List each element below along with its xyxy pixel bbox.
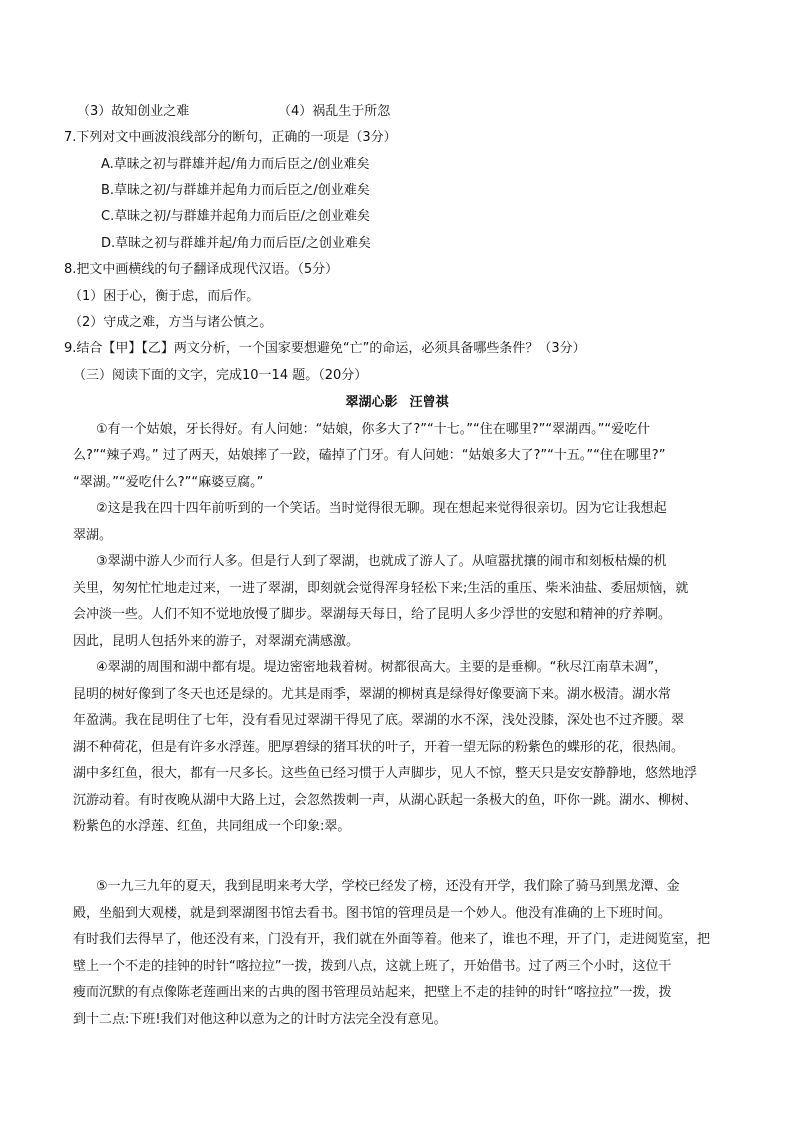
q8-item-1: （1）困于心，衡于虑，而后作。	[69, 289, 260, 304]
article-line: ⑤一九三九年的夏天，我到昆明来考大学，学校已经发了榜，还没有开学，我们除了骑马到黑龙潭、金	[96, 879, 680, 894]
article-line: 翠湖。	[73, 528, 113, 543]
q7-stem: 7.下列对文中画波浪线部分的断句，正确的一项是（3分）	[64, 130, 397, 145]
q8-stem: 8.把文中画横线的句子翻译成现代汉语。（5分）	[64, 262, 339, 277]
article-line: 殿，坐船到大观楼，就是到翠湖图书馆去看书。图书馆的管理员是一个妙人。他没有准确的上下班时间。	[73, 906, 672, 921]
article-line: 瘦而沉默的有点像陈老莲画出来的古典的图书管理员站起来，把壁上不走的挂钟的时针“喀拉拉”一拨，拨	[73, 985, 672, 1000]
article-author: 汪曾祺	[409, 395, 449, 410]
article-title-row	[0, 393, 794, 413]
article-line: ③翠湖中游人少而行人多。但是行人到了翠湖，也就成了游人了。从喧嚣扰攘的闹市和刻板枯燥的机	[96, 554, 667, 569]
article-line: 昆明的树好像到了冬天也还是绿的。尤其是雨季，翠湖的柳树真是绿得好像要滴下来。湖水极清。湖水常	[73, 687, 672, 702]
article-line: 么?”“辣子鸡。” 过了两天，姑娘摔了一跤，磕掉了门牙。有人问她：“姑娘多大了?”“十五。”“住在哪里?”	[73, 448, 666, 463]
article-line: 湖中多红鱼，很大，都有一尺多长。这些鱼已经习惯于人声脚步，见人不惊，整天只是安安静静地，悠然地浮	[73, 766, 698, 781]
article-line: 会冲淡一些。人们不知不觉地放慢了脚步。翠湖每天每日，给了昆明人多少浮世的安慰和精神的疗养啊。	[73, 607, 672, 622]
article-line: ④翠湖的周围和湖中都有堤。堤边密密地栽着树。树都很高大。主要的是垂柳。“秋尽江南草未凋”，	[96, 660, 668, 675]
article-title: 翠湖心影	[345, 395, 398, 410]
q7-option-b: B.草昧之初/与群雄并起角力而后臣之/创业难矣	[101, 183, 370, 198]
article-line: “翠湖。”“爱吃什么?”“麻婆豆腐。”	[73, 475, 264, 490]
section-3-heading: （三）阅读下面的文字，完成10一14 题。（20分）	[73, 368, 368, 383]
q6-option-3: （3）故知创业之难	[77, 104, 190, 119]
q8-item-2: （2）守成之难，方当与诸公慎之。	[69, 315, 273, 330]
q7-option-d: D.草昧之初与群雄并起/角力而后臣/之创业难矣	[101, 236, 371, 251]
article-line: 年盈满。我在昆明住了七年，没有看见过翠湖干得见了底。翠湖的水不深，浅处没膝，深处也不过齐腰。翠	[73, 713, 685, 728]
article-line: 有时我们去得早了，他还没有来，门没有开，我们就在外面等着。他来了，谁也不理，开了门，走进阅览室，把	[73, 932, 711, 947]
q7-option-c: C.草昧之初/与群雄并起角力而后臣/之创业难矣	[101, 209, 370, 224]
article-line: 到十二点:下班!我们对他这种以意为之的计时方法完全没有意见。	[73, 1012, 447, 1027]
article-line: 粉紫色的水浮莲、红鱼，共同组成一个印象:翠。	[73, 819, 351, 834]
article-line: 壁上一个不走的挂钟的时针“喀拉拉”一拨，拨到八点，这就上班了，开始借书。过了两三个小时，这位干	[73, 959, 672, 974]
q7-option-a: A.草昧之初与群雄并起/角力而后臣之/创业难矣	[101, 157, 370, 172]
article-line: 湖不种荷花，但是有许多水浮莲。肥厚碧绿的猪耳状的叶子，开着一望无际的粉紫色的蝶形的花，很热闹。	[73, 740, 685, 755]
article-line: ①有一个姑娘，牙长得好。有人问她：“姑娘，你多大了?”“十七。”“住在哪里?”“翠湖西。”“爱吃什	[96, 422, 651, 437]
article-line: 关里，匆匆忙忙地走过来，一进了翠湖，即刻就会觉得浑身轻松下来;生活的重压、柴米油盐、委屈烦恼，就	[73, 581, 689, 596]
article-line: ②这是我在四十四年前听到的一个笑话。当时觉得很无聊。现在想起来觉得很亲切。因为它让我想起	[96, 501, 667, 516]
q9-stem: 9.结合【甲】【乙】两文分析，一个国家要想避免“亡”的命运，必须具备哪些条件？（3分）	[64, 341, 586, 356]
article-line: 因此，昆明人包括外来的游子，对翠湖充满感激。	[73, 634, 360, 649]
article-line: 沉游动着。有时夜晚从湖中大路上过，会忽然拨刺一声，从湖心跃起一条极大的鱼，吓你一跳。湖水、柳树、	[73, 793, 698, 808]
q6-option-4: （4）祸乱生于所忽	[278, 104, 391, 119]
